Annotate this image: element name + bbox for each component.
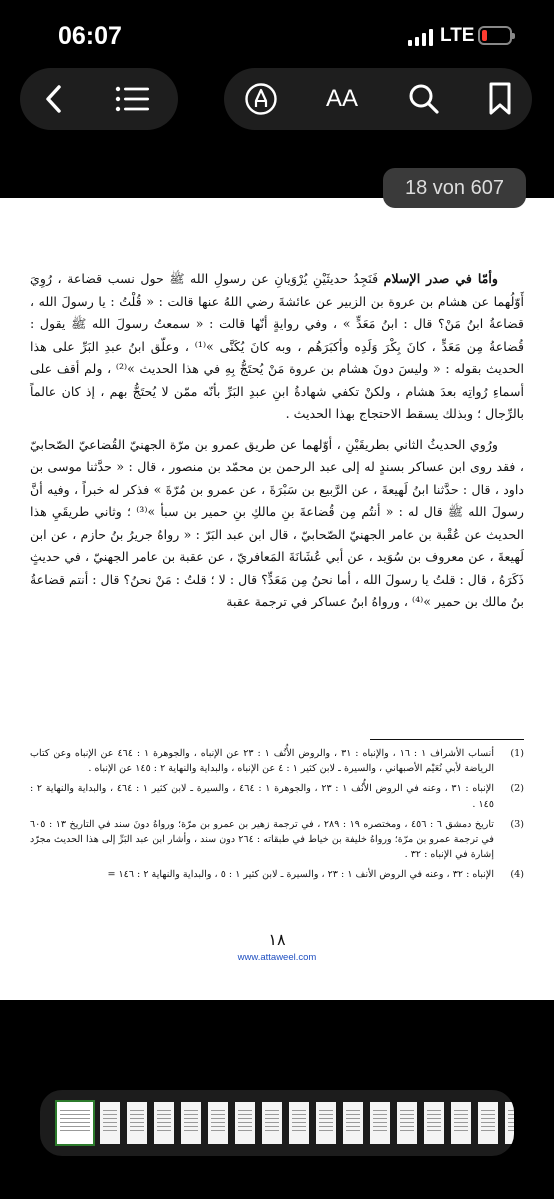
website-link[interactable]: www.attaweel.com: [237, 952, 317, 963]
page-thumbnail[interactable]: [57, 1102, 93, 1144]
page-thumbnail[interactable]: [100, 1102, 120, 1144]
footnote-text: الإنباه : ٣٢ ، وعنه في الروض الأنف ١ : ٢٣ ، والسيرة ـ لابن كثير ١ : ٥ ، والبداية والنهاية ٢ : ١٤٦ =: [107, 869, 494, 881]
chevron-left-icon: [44, 84, 64, 114]
back-button[interactable]: [34, 79, 74, 119]
footnote-text: أنساب الأشراف ١ : ١٦ ، والإنباه : ٣١ ، والروض الأُنُف ١ : ٢٣ عن الإنباه ، والجوهرة ١ : ٤٦٤ عن الإنباه وعن كتاب الرياضة لأبي نُعَيْم الأصبهاني ، والسيرة ـ لابن كثير ١ : ٤ عن الإنباه ، والبداية والنهاية ٢ : ١٤٥ عن الإنباه .: [30, 748, 494, 775]
page-thumbnail[interactable]: [154, 1102, 174, 1144]
page-thumbnail[interactable]: [478, 1102, 498, 1144]
page-indicator: 18 von 607: [383, 168, 526, 208]
page-thumbnail[interactable]: [343, 1102, 363, 1144]
footnote-number: (1): [510, 748, 524, 759]
search-icon: [408, 83, 440, 115]
page-thumbnail[interactable]: [370, 1102, 390, 1144]
list-icon: [115, 86, 149, 112]
footnotes: [30, 746, 524, 888]
page-thumbnail[interactable]: [208, 1102, 228, 1144]
paragraph-1: [30, 268, 524, 426]
document-body: [30, 268, 524, 614]
page-thumbnail[interactable]: [424, 1102, 444, 1144]
search-button[interactable]: [404, 79, 444, 119]
nav-pill: [20, 68, 178, 130]
document-page: [0, 198, 554, 1000]
markup-button[interactable]: [240, 79, 282, 119]
footnote-number: (2): [510, 783, 524, 795]
footnote: [30, 817, 524, 863]
page-thumbnail[interactable]: [235, 1102, 255, 1144]
paragraph-2: ورُوي الحديثُ الثاني بطريقَيْنِ ، أوّلهما عن طريق عمرو بن مرّة الجهنيّ القُضاعيّ الصّحابيّ ، فقد روى ابن عساكر بسندٍ له إلى عبد الرحمن بن محمّد بن منصور ، قال : « حدَّثنا موسى بن داود ، قال : حدَّثنا ابنُ لَهيعةَ ، عن الرَّبيع بن سَبْرَةَ ، عن عمرو بن مُرّةَ » فذكر له خبراً ، وفيه أنَّ رسولَ الله ﷺ قال له : « أنتُم مِن قُضاعةَ بنِ مالكِ بنِ حمير بن سبأ »⁽³⁾ ؛ وثاني طريقَيِ هذا الحديث عن عُقْبة بن عامر الجهنيّ الصّحابيّ ، قال ابن عبد البَرّ : « رواهُ جريرُ بنُ حازم ، عن ابن لَهيعةَ ، عن معروف بن سُوَيد ، عن أبي عُشَانَةَ المَعافريّ ، عن عقبة بن عامر الجهنيّ ، في حديثٍ ذَكَرَهُ ، قال : قلتُ يا رسولَ الله ، أما نحنُ مِن مَعَدٍّ؟ قال : لا ؛ قلتُ : مَنْ نحنُ؟ قال : أنتم قضاعةُ بنُ مالك بن حمير »⁽⁴⁾ ، ورواهُ ابنُ عساكر في ترجمة عقبة: [30, 436, 525, 609]
page-thumbnail[interactable]: [262, 1102, 282, 1144]
footnote-divider: [370, 739, 524, 740]
pen-circle-icon: [244, 82, 278, 116]
contents-button[interactable]: [110, 79, 154, 119]
footnote: [30, 781, 524, 811]
battery-icon: [478, 26, 512, 45]
status-time: 06:07: [58, 22, 122, 50]
thumbnail-strip[interactable]: [40, 1090, 514, 1156]
signal-icon: [408, 28, 436, 46]
footnote-number: (4): [510, 869, 524, 881]
status-bar: [0, 0, 554, 70]
page-thumbnail[interactable]: [289, 1102, 309, 1144]
page-thumbnail[interactable]: [181, 1102, 201, 1144]
bookmark-icon: [488, 82, 512, 116]
page-thumbnail[interactable]: [451, 1102, 471, 1144]
network-label: LTE: [440, 25, 475, 46]
bookmark-button[interactable]: [480, 79, 520, 119]
footnote: [30, 867, 524, 882]
footnote-text: تاريخ دمشق ٦ : ٤٥٦ ، ومختصره ١٩ : ٢٨٩ ، في ترجمة زهير بن عمرو بن مرّة؛ ورواهُ دونَ سند في التاريخ ١٣ : ٦٠٥ في ترجمة عمرو بن مرّة؛ ورواهُ خليفة بن خياط في طبقاته : ٢٦٤ دون سند ، وأشار ابن عبد البَرِّ إلى هذا الحديث مجرّد إشارة في الإنباه : ٣٢ .: [30, 818, 494, 861]
paragraph-1-lead: وأمّا في صدر الإسلام: [383, 271, 498, 286]
text-size-button[interactable]: AA: [325, 85, 358, 112]
footnote: [30, 746, 524, 776]
page-thumbnail[interactable]: [127, 1102, 147, 1144]
paragraph-1-text: فَنَجِدُ حديثَيْنِ يُرْوَيانِ عن رسولِ الله ﷺ حول نسب قضاعة ، رُوِيَ أَوّلُهما عن هشام بن عروة بن الزبير عن عائشةَ رضي اللهُ عنها قالت : « قُلْتُ : يا رسولَ الله ، قضاعةُ ابنُ مَنْ؟ قال : ابنُ مَعَدٍّ » ، وفي روايةٍ أنّها قالت : « سمعتُ رسولَ الله ﷺ يقول : قُضاعةُ مِن مَعَدٍّ ، كانَ بِكْرَ وَلَدِه وأكبَرَهُم ، وبه كانَ يُكَنَّى »⁽¹⁾ ، وعلّق ابنُ عبدِ البَرِّ على هذا الحديث بقوله : « وليسَ دونَ هشام بن عروة مَنْ يُحتَجُّ بِهِ في هذا الحديث »⁽²⁾ ، ولم أقف على أسماءِ رُواتِه بعدَ هشام ، ولكنْ تكفي شهادةُ ابنِ عبدِ البَرِّ بأنّه ممّن لا يُحتَجُّ بهم ، إذ كان عالماً بالرِّجال ؛ وبذلك يسقط الاحتجاج بهذا الحديث .: [30, 271, 524, 421]
thumbnail-list: [57, 1102, 514, 1144]
page-thumbnail[interactable]: [316, 1102, 336, 1144]
footnote-number: (3): [510, 818, 524, 830]
footnote-text: الإنباه : ٣١ ، وعنه في الروض الأُنُف ١ : ٢٣ ، والجوهرة ١ : ٤٦٤ ، والسيرة ـ لابن كثير ١ : ٤٦٤ ، والبداية والنهاية ٢ : ١٤٥ .: [30, 783, 494, 810]
page-number: ١٨: [268, 930, 286, 949]
page-thumbnail[interactable]: [505, 1102, 514, 1144]
tools-pill: [224, 68, 532, 130]
page-thumbnail[interactable]: [397, 1102, 417, 1144]
